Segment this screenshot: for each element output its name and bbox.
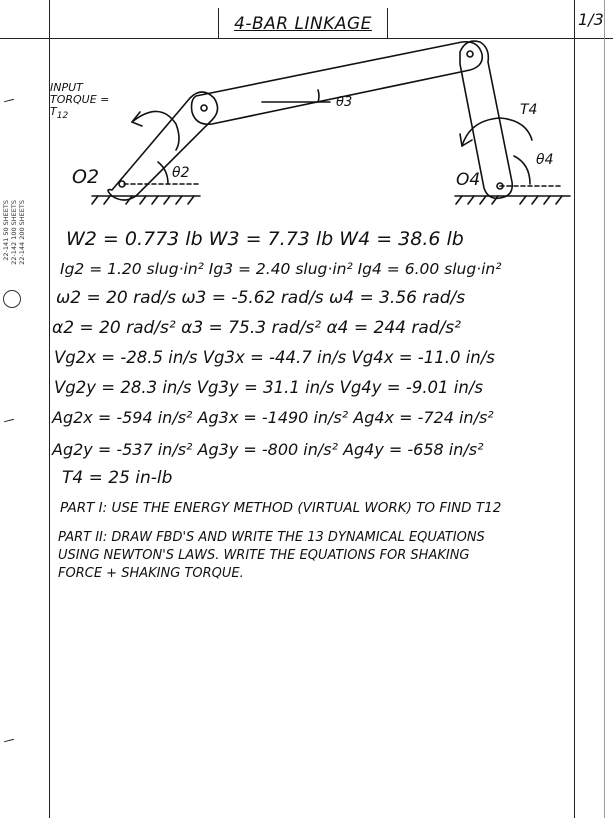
page-number: 1/3 [578,10,604,29]
margin-tick [4,99,14,103]
theta2-arc [158,162,168,184]
ground-o4-label: O4 [456,170,481,190]
inertias-line: Ig2 = 1.20 slug·in² Ig3 = 2.40 slug·in² Ig4 = 6.00 slug·in² [60,260,502,278]
torque4-arrowhead [460,134,472,146]
margin-tick [4,419,14,423]
ground-o2-hatch [92,196,194,204]
omegas-line: ω2 = 20 rad/s ω3 = -5.62 rad/s ω4 = 3.56 rad/s [56,288,466,308]
torque4-label: T4 [520,102,538,118]
pad-logo-icon [3,290,21,308]
pad-label-line1: 22-141 50 SHEETS [2,200,10,261]
t4-line: T4 = 25 in-lb [62,468,173,488]
part1-text: PART I: USE THE ENERGY METHOD (VIRTUAL WORK) TO FIND T12 [60,500,502,516]
ground-o2-label: O2 [72,166,100,188]
part2-line2: USING NEWTON'S LAWS. WRITE THE EQUATIONS FOR SHAKING [58,548,470,563]
page-title: 4-BAR LINKAGE [234,14,372,34]
agy-line: Ag2y = -537 in/s² Ag3y = -800 in/s² Ag4y = -658 in/s² [52,440,484,459]
part2-line3: FORCE + SHAKING TORQUE. [58,566,244,581]
theta3-label: θ3 [336,95,353,110]
vgy-line: Vg2y = 28.3 in/s Vg3y = 31.1 in/s Vg4y = -9.01 in/s [54,378,483,397]
right-margin-line-2 [604,0,605,818]
torque12-arrow [132,111,179,150]
pin-o4 [497,183,503,189]
theta2-label: θ2 [172,165,190,181]
pin-a [201,105,207,111]
agx-line: Ag2x = -594 in/s² Ag3x = -1490 in/s² Ag4x = -724 in/s² [52,408,494,427]
pin-o2 [119,181,125,187]
link-3 [192,42,483,125]
pin-b [467,51,473,57]
input-torque-label: INPUT TORQUE = $T_{12}$ [50,81,110,122]
top-rule [0,38,613,39]
pad-label-line2: 22-142 100 SHEETS [10,200,18,265]
theta4-label: θ4 [536,152,554,168]
alphas-line: α2 = 20 rad/s² α3 = 75.3 rad/s² α4 = 244 rad/s² [52,318,461,338]
ground-o4-hatch [456,196,562,204]
theta3-arc [318,90,319,102]
theta4-arc [514,156,530,184]
margin-tick [4,739,14,743]
pad-label-line3: 22-144 200 SHEETS [18,200,26,265]
torque4-arrow [462,118,532,146]
vgx-line: Vg2x = -28.5 in/s Vg3x = -44.7 in/s Vg4x = -11.0 in/s [54,348,495,367]
title-box [218,8,388,38]
weights-line: W2 = 0.773 lb W3 = 7.73 lb W4 = 38.6 lb [66,228,464,250]
right-margin-line [574,0,575,818]
torque12-arrowhead [132,112,142,126]
part2-line1: PART II: DRAW FBD'S AND WRITE THE 13 DYNAMICAL EQUATIONS [58,530,485,545]
left-margin-line [49,0,50,818]
